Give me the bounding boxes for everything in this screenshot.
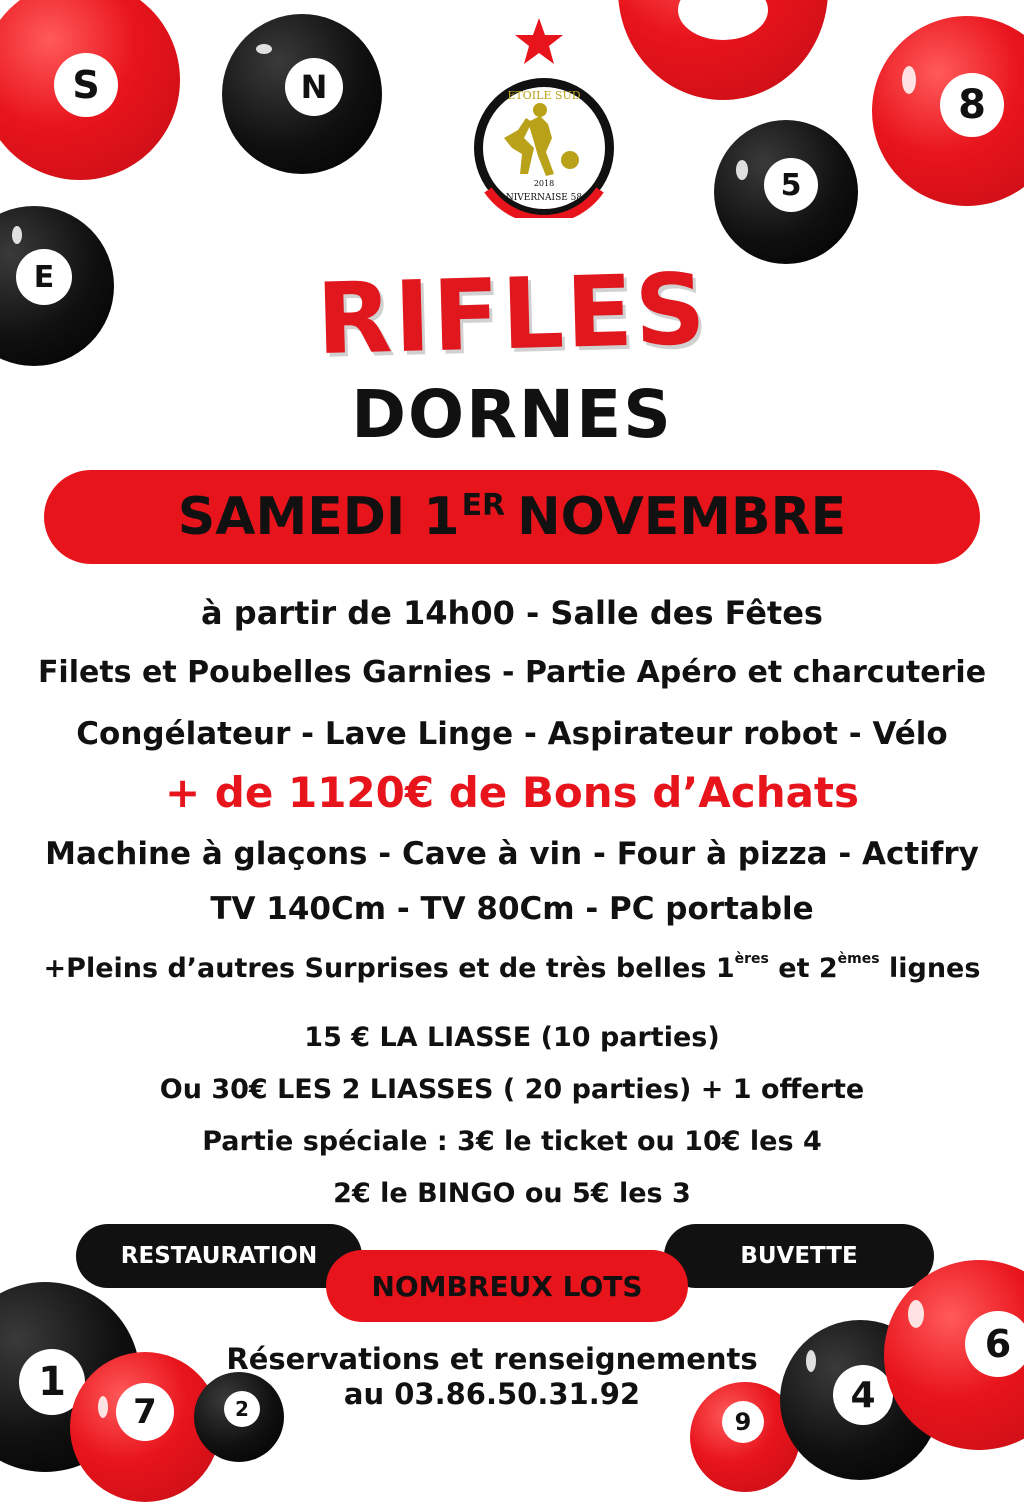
date-month: NOVEMBRE (517, 487, 847, 547)
price-line-4: 2€ le BINGO ou 5€ les 3 (333, 1178, 691, 1209)
surprises-sup-2: èmes (837, 951, 880, 967)
ball-shine (256, 44, 272, 54)
ball-label-7: 7 (116, 1383, 174, 1441)
ball-shine (908, 1300, 924, 1328)
price-line-2: Ou 30€ LES 2 LIASSES ( 20 parties) + 1 offerte (159, 1074, 865, 1105)
ball-shine (12, 226, 22, 244)
date-superscript: ER (461, 487, 506, 523)
prizes-line-4: TV 140Cm - TV 80Cm - PC portable (210, 891, 814, 927)
buvette-pill: BUVETTE (664, 1224, 934, 1288)
ball-label-2: 2 (224, 1391, 260, 1427)
logo-year: 2018 (533, 179, 555, 188)
page-title: RIFLES (315, 252, 709, 378)
billiard-ball-n (222, 14, 382, 174)
lots-pill: NOMBREUX LOTS (326, 1250, 688, 1322)
ball-shine (902, 66, 916, 94)
contact-phone: au 03.86.50.31.92 (343, 1377, 641, 1411)
ball-center-white (678, 0, 768, 40)
ball-label-9: 9 (722, 1401, 764, 1443)
logo-bottom-text: NIVERNAISE 58 (505, 193, 583, 203)
ball-label-s: S (54, 53, 118, 117)
highlight-line: + de 1120€ de Bons d’Achats (164, 768, 860, 817)
ball-label-e: E (16, 249, 72, 305)
prizes-line-3: Machine à glaçons - Cave à vin - Four à pizza - Actifry (45, 836, 979, 872)
surprises-text-a: +Pleins d’autres Surprises et de très belles 1 (43, 953, 735, 984)
prizes-line-2: Congélateur - Lave Linge - Aspirateur robot - Vélo (76, 716, 948, 752)
restauration-pill: RESTAURATION (76, 1224, 362, 1288)
billiard-ball-8 (872, 16, 1024, 206)
club-logo (474, 78, 614, 218)
contact-line-1: Réservations et renseignements (226, 1342, 758, 1376)
prizes-line-1: Filets et Poubelles Garnies - Partie Apéro et charcuterie (37, 655, 987, 690)
surprises-text-c: lignes (879, 953, 981, 984)
ball-label-1: 1 (19, 1349, 85, 1415)
ball-label-4: 4 (833, 1365, 893, 1425)
ball-label-5: 5 (764, 158, 818, 212)
date-day: SAMEDI 1 (177, 487, 460, 547)
star-icon (511, 18, 567, 66)
date-banner (44, 470, 980, 564)
ball-label-8: 8 (940, 73, 1004, 137)
ball-label-6: 6 (965, 1311, 1024, 1377)
billiard-ball-top-center (618, 0, 828, 100)
price-line-3: Partie spéciale : 3€ le ticket ou 10€ les 4 (202, 1126, 822, 1157)
ball-label-n: N (285, 58, 343, 116)
ball-shine (736, 160, 748, 180)
time-place-line: à partir de 14h00 - Salle des Fêtes (201, 594, 823, 632)
surprises-sup-1: ères (734, 951, 769, 967)
surprises-line (0, 953, 1024, 984)
billiard-ball-s (0, 0, 180, 180)
price-line-1: 15 € LA LIASSE (10 parties) (304, 1022, 720, 1053)
logo-top-text: ETOILE SUD (507, 89, 581, 102)
billiard-ball-5 (714, 120, 858, 264)
location-title: DORNES (351, 376, 673, 453)
surprises-text-b: et 2 (768, 953, 838, 984)
